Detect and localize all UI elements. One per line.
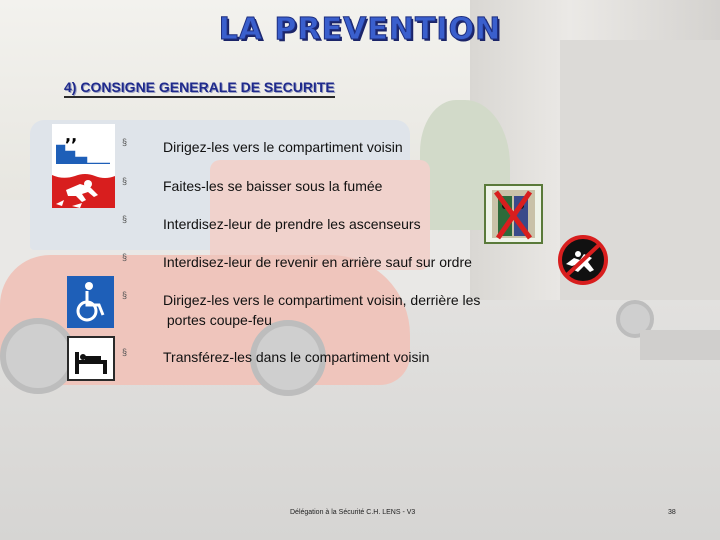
section-subtitle: 4) CONSIGNE GENERALE DE SECURITE bbox=[64, 79, 335, 98]
page-title: LA PREVENTION bbox=[218, 12, 502, 47]
bed-icon bbox=[67, 336, 115, 381]
instruction-text: Interdisez-leur de prendre les ascenseurs bbox=[163, 216, 421, 232]
instruction-text-line-1: Dirigez-les vers le compartiment voisin, derrière les bbox=[163, 292, 481, 308]
page-number: 38 bbox=[668, 509, 676, 516]
instruction-text: Faites-les se baisser sous la fumée bbox=[163, 178, 383, 194]
instruction-text: Interdisez-leur de revenir en arrière sauf sur ordre bbox=[163, 254, 472, 270]
svg-text:,,: ,, bbox=[65, 126, 78, 145]
no-elevator-icon bbox=[484, 184, 543, 244]
crawl-under-smoke-icon bbox=[52, 164, 115, 208]
bullet-marker: § bbox=[122, 290, 128, 300]
instruction-text: Transférez-les dans le compartiment voisin bbox=[163, 349, 430, 365]
bullet-marker: § bbox=[122, 137, 128, 147]
bullet-marker: § bbox=[122, 347, 128, 357]
bullet-marker: § bbox=[122, 176, 128, 186]
stairs-icon bbox=[52, 124, 115, 167]
wheelchair-icon bbox=[67, 276, 114, 328]
no-return-icon bbox=[556, 234, 610, 286]
instruction-text: Dirigez-les vers le compartiment voisin bbox=[163, 139, 403, 155]
bullet-marker: § bbox=[122, 252, 128, 262]
footer-text: Délégation à la Sécurité C.H. LENS - V3 bbox=[290, 509, 416, 516]
bullet-marker: § bbox=[122, 214, 128, 224]
instruction-text-line-2: portes coupe-feu bbox=[163, 312, 272, 328]
